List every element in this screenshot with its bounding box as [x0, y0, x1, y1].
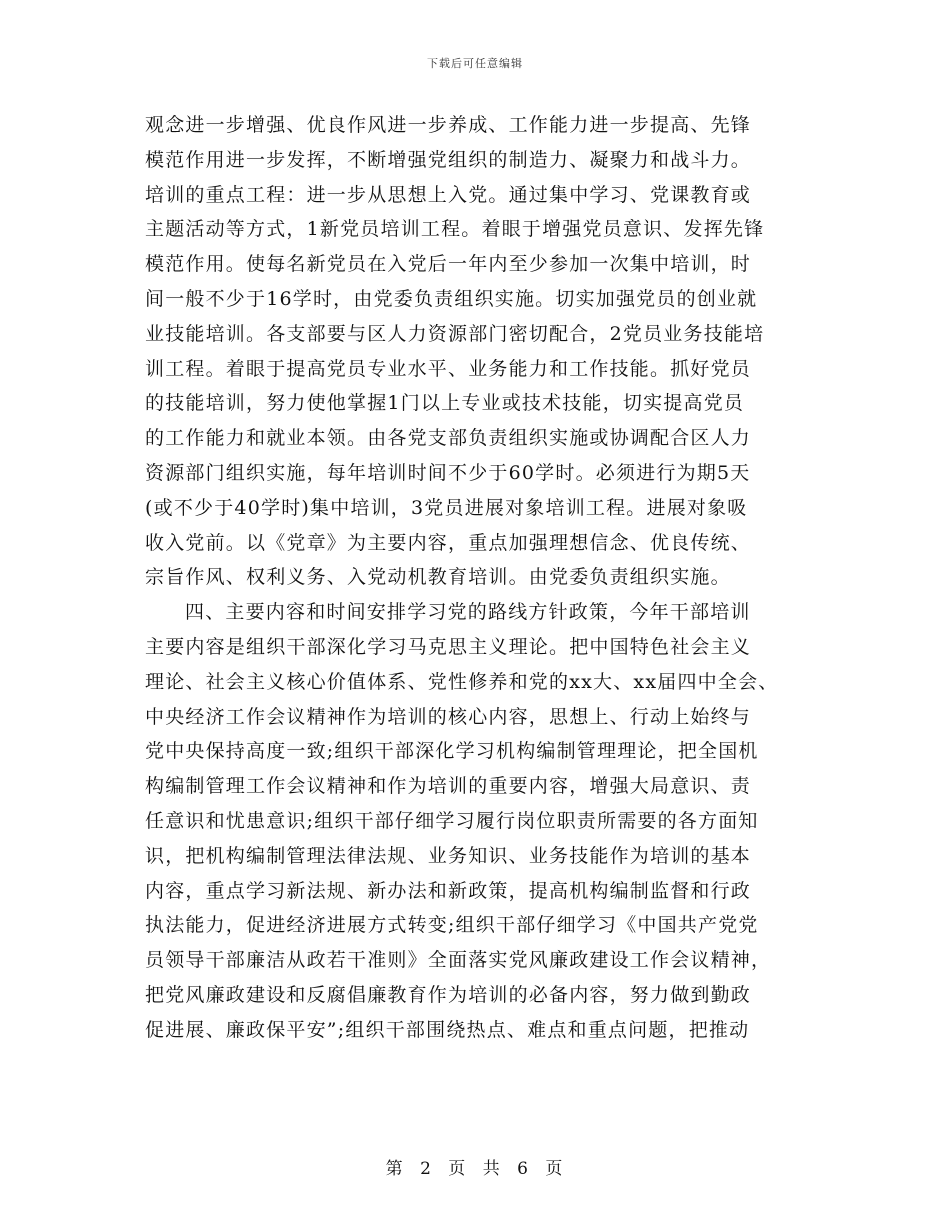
body-line: 宗旨作风、权利义务、入党动机教育培训。由党委负责组织实施。 [145, 566, 731, 589]
body-line: 主要内容是组织干部深化学习马克思主义理论。把中国特色社会主义 [145, 635, 752, 658]
page-number-footer: 第 2 页 共 6 页 [385, 1159, 565, 1179]
body-line: 观念进一步增强、优良作风进一步养成、工作能力进一步提高、先锋 [145, 114, 752, 136]
body-line: 间一般不少于16学时，由党委负责组织实施。切实加强党员的创业就 [145, 287, 758, 310]
document-body [145, 110, 815, 1050]
body-line: 的技能培训，努力使他掌握1门以上专业或技术技能，切实提高党员 [145, 392, 745, 415]
body-line: (或不少于40学时)集中培训，3党员进展对象培训工程。进展对象吸 [145, 496, 748, 519]
body-line: 促进展、廉政保平安”;组织干部围绕热点、难点和重点问题，把推动 [145, 1018, 750, 1041]
body-line: 的工作能力和就业本领。由各党支部负责组织实施或协调配合区人力 [145, 427, 752, 450]
body-line: 执法能力，促进经济进展方式转变;组织干部仔细学习《中国共产党党 [145, 914, 759, 937]
body-line: 构编制管理工作会议精神和作为培训的重要内容，增强大局意识、责 [145, 775, 752, 798]
section-heading-line: 四、主要内容和时间安排学习党的路线方针政策，今年干部培训 [185, 601, 751, 624]
body-line: 模范作用。使每名新党员在入党后一年内至少参加一次集中培训，时 [145, 253, 752, 276]
body-line: 党中央保持高度一致;组织干部深化学习机构编制管理理论，把全国机 [145, 740, 759, 763]
body-line: 把党风廉政建设和反腐倡廉教育作为培训的必备内容，努力做到勤政 [145, 983, 752, 1006]
body-line: 主题活动等方式，1新党员培训工程。着眼于增强党员意识、发挥先锋 [145, 218, 765, 241]
body-line: 资源部门组织实施，每年培训时间不少于60学时。必须进行为期5天 [145, 461, 751, 484]
body-line: 中央经济工作会议精神作为培训的核心内容，思想上、行动上始终与 [145, 705, 752, 728]
body-line: 员领导干部廉洁从政若干准则》全面落实党风廉政建设工作会议精神， [145, 949, 772, 972]
body-line: 识，把机构编制管理法律法规、业务知识、业务技能作为培训的基本 [145, 844, 752, 867]
body-line: 模范作用进一步发挥，不断增强党组织的制造力、凝聚力和战斗力。 [145, 148, 752, 171]
page-header: 下载后可任意编辑 [427, 57, 523, 70]
body-line: 业技能培训。各支部要与区人力资源部门密切配合，2党员业务技能培 [145, 322, 765, 345]
body-line: 培训的重点工程：进一步从思想上入党。通过集中学习、党课教育或 [145, 183, 752, 206]
body-line: 训工程。着眼于提高党员专业水平、业务能力和工作技能。抓好党员 [145, 357, 752, 380]
body-line: 收入党前。以《党章》为主要内容，重点加强理想信念、优良传统、 [145, 531, 752, 554]
body-line: 理论、社会主义核心价值体系、党性修养和党的xx大、xx届四中全会、 [145, 670, 779, 693]
body-line: 任意识和忧患意识;组织干部仔细学习履行岗位职责所需要的各方面知 [145, 809, 759, 832]
body-line: 内容，重点学习新法规、新办法和新政策，提高机构编制监督和行政 [145, 879, 752, 902]
